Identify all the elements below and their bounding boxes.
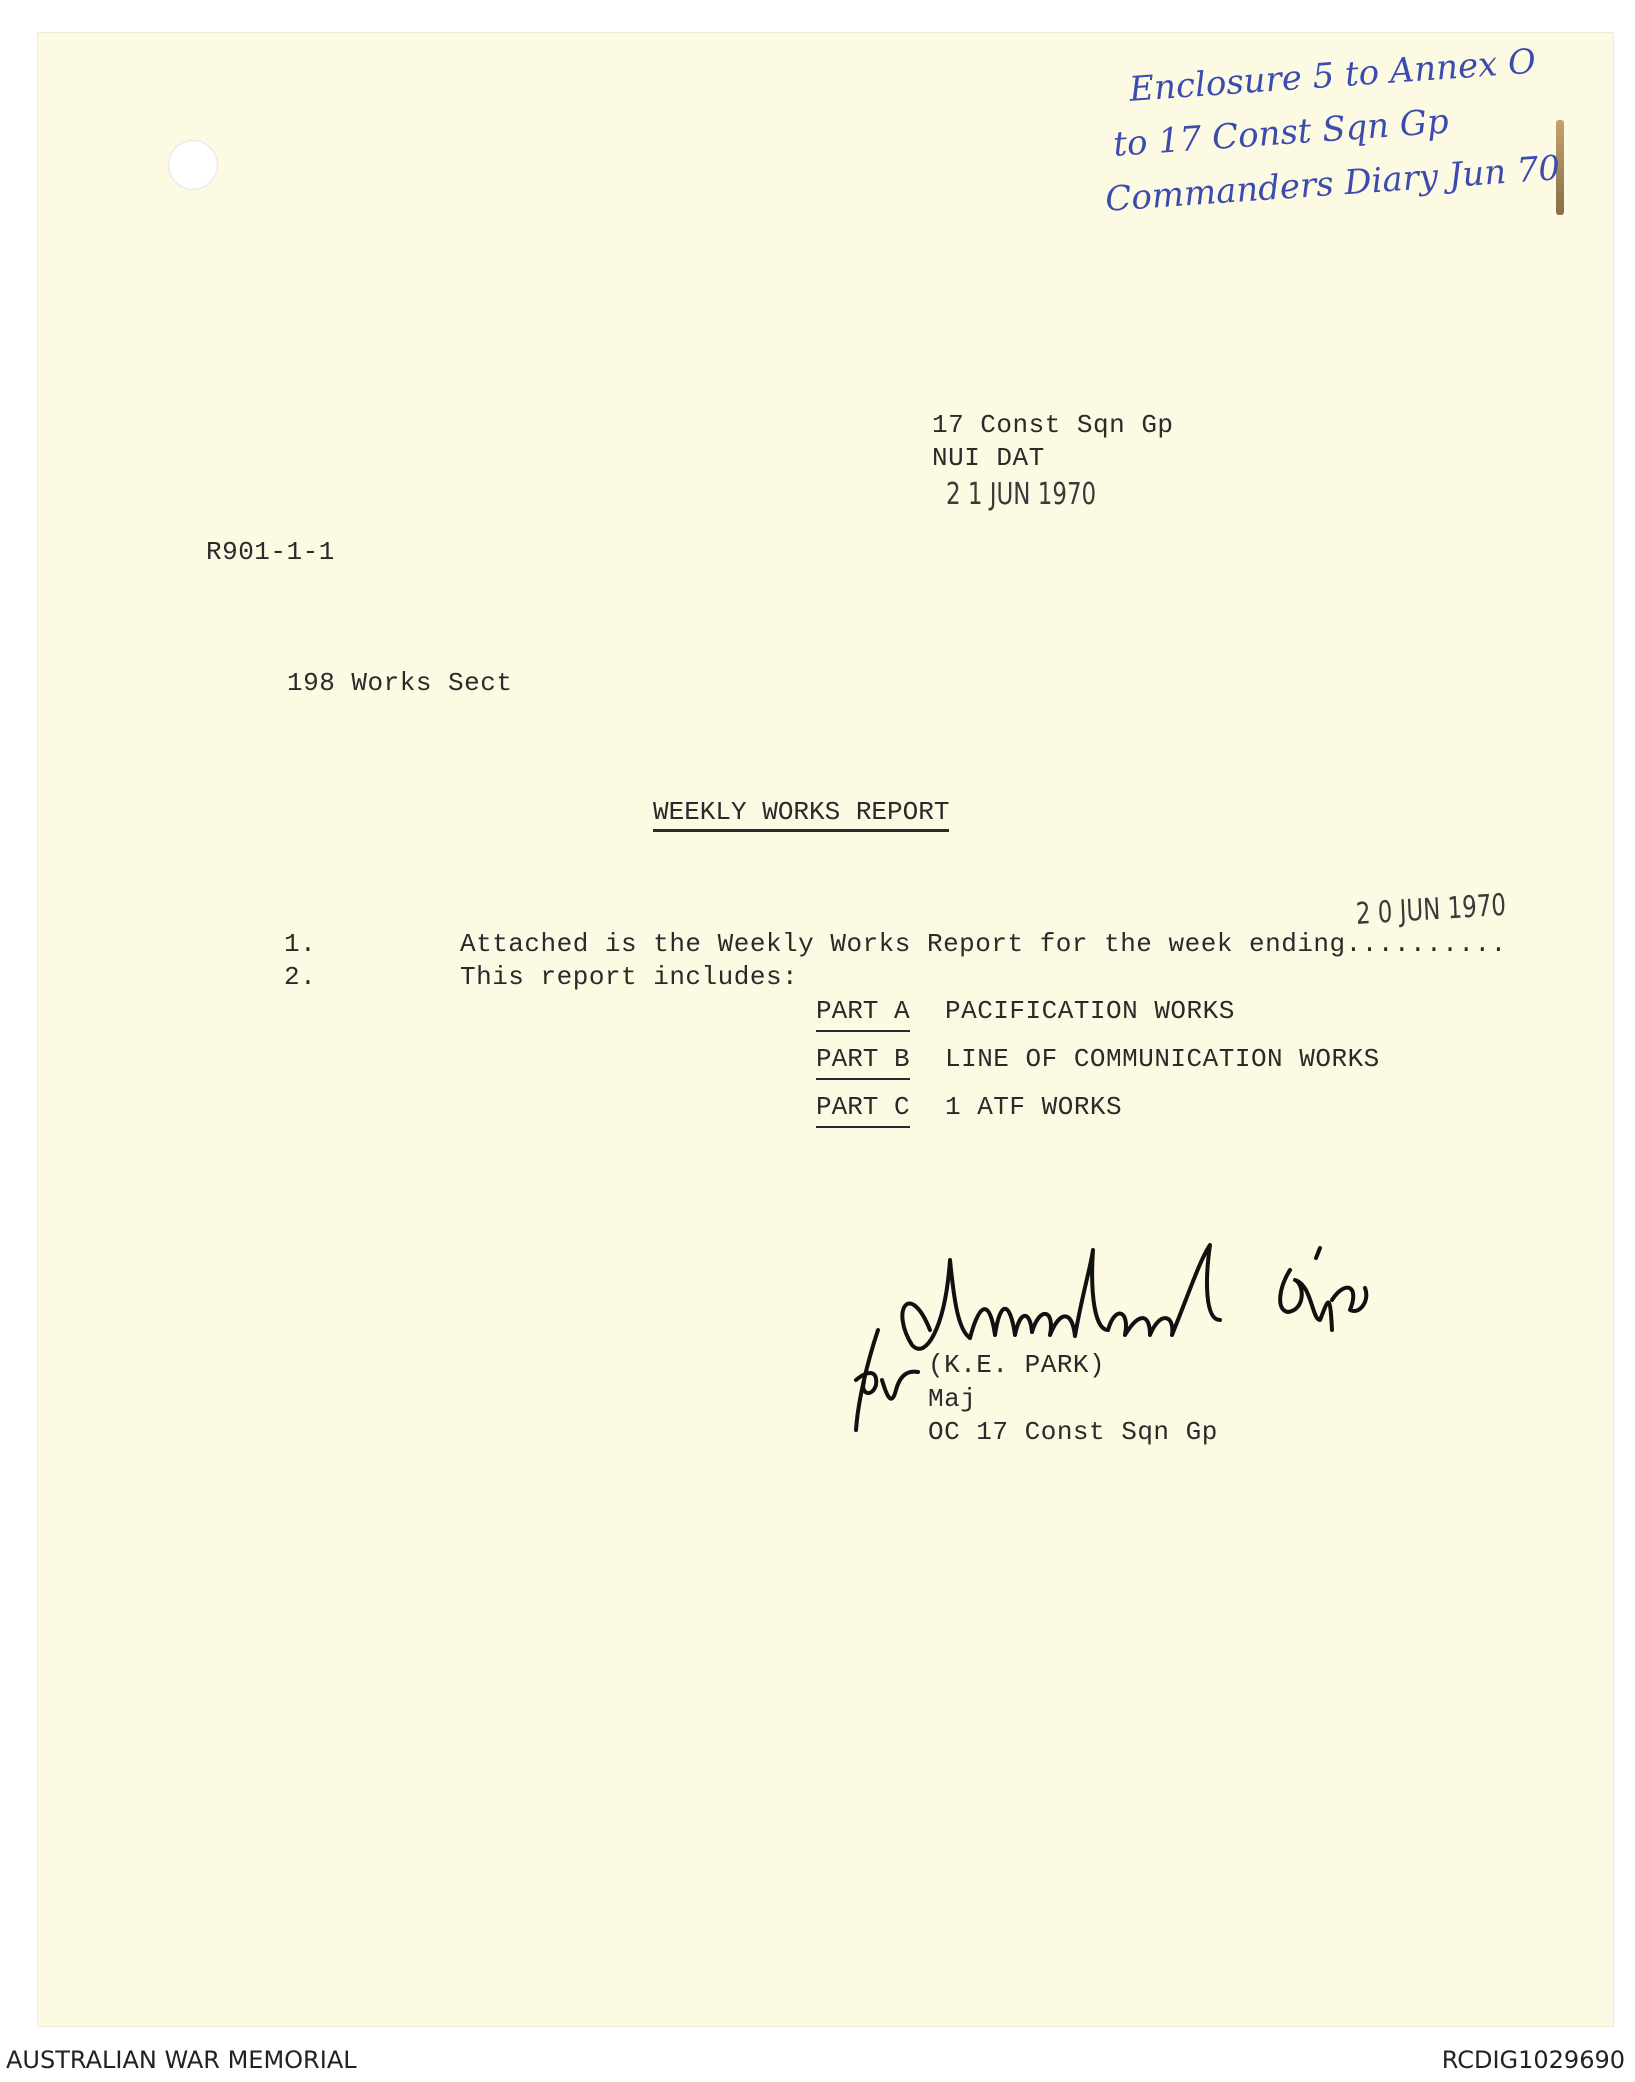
page-title: WEEKLY WORKS REPORT — [653, 797, 949, 832]
paragraph-2-text: This report includes: — [460, 962, 799, 992]
footer-identifier: RCDIG1029690 — [1441, 2046, 1625, 2074]
paragraph-2-number: 2. — [284, 962, 317, 992]
part-a-description: PACIFICATION WORKS — [945, 996, 1235, 1026]
file-reference: R901-1-1 — [206, 537, 335, 567]
sender-location: NUI DAT — [932, 443, 1045, 473]
signatory-rank: Maj — [928, 1384, 977, 1414]
signatory-appointment: OC 17 Const Sqn Gp — [928, 1417, 1218, 1447]
footer-source: AUSTRALIAN WAR MEMORIAL — [6, 2046, 357, 2074]
sender-unit: 17 Const Sqn Gp — [932, 410, 1174, 440]
paragraph-1-text: Attached is the Weekly Works Report for the week ending.......... — [460, 929, 1507, 959]
part-a-label: PART A — [816, 996, 910, 1032]
week-ending-date-stamp: 2 0 JUN 1970 — [1355, 887, 1507, 932]
annotation-line-1: Enclosure 5 to Annex O — [1128, 41, 1538, 110]
part-b-label: PART B — [816, 1044, 910, 1080]
signatory-name: (K.E. PARK) — [928, 1350, 1106, 1380]
part-c-label: PART C — [816, 1092, 910, 1128]
date-stamp: 2 1 JUN 1970 — [946, 477, 1097, 512]
for-mark — [848, 1320, 928, 1440]
annotation-line-2: to 17 Const Sqn Gp — [1112, 101, 1450, 165]
annotation-line-3: Commanders Diary Jun 70 — [1104, 148, 1562, 220]
addressee: 198 Works Sect — [287, 668, 513, 698]
punch-hole — [168, 140, 218, 190]
paragraph-1-number: 1. — [284, 929, 317, 959]
part-b-description: LINE OF COMMUNICATION WORKS — [945, 1044, 1380, 1074]
part-c-description: 1 ATF WORKS — [945, 1092, 1123, 1122]
